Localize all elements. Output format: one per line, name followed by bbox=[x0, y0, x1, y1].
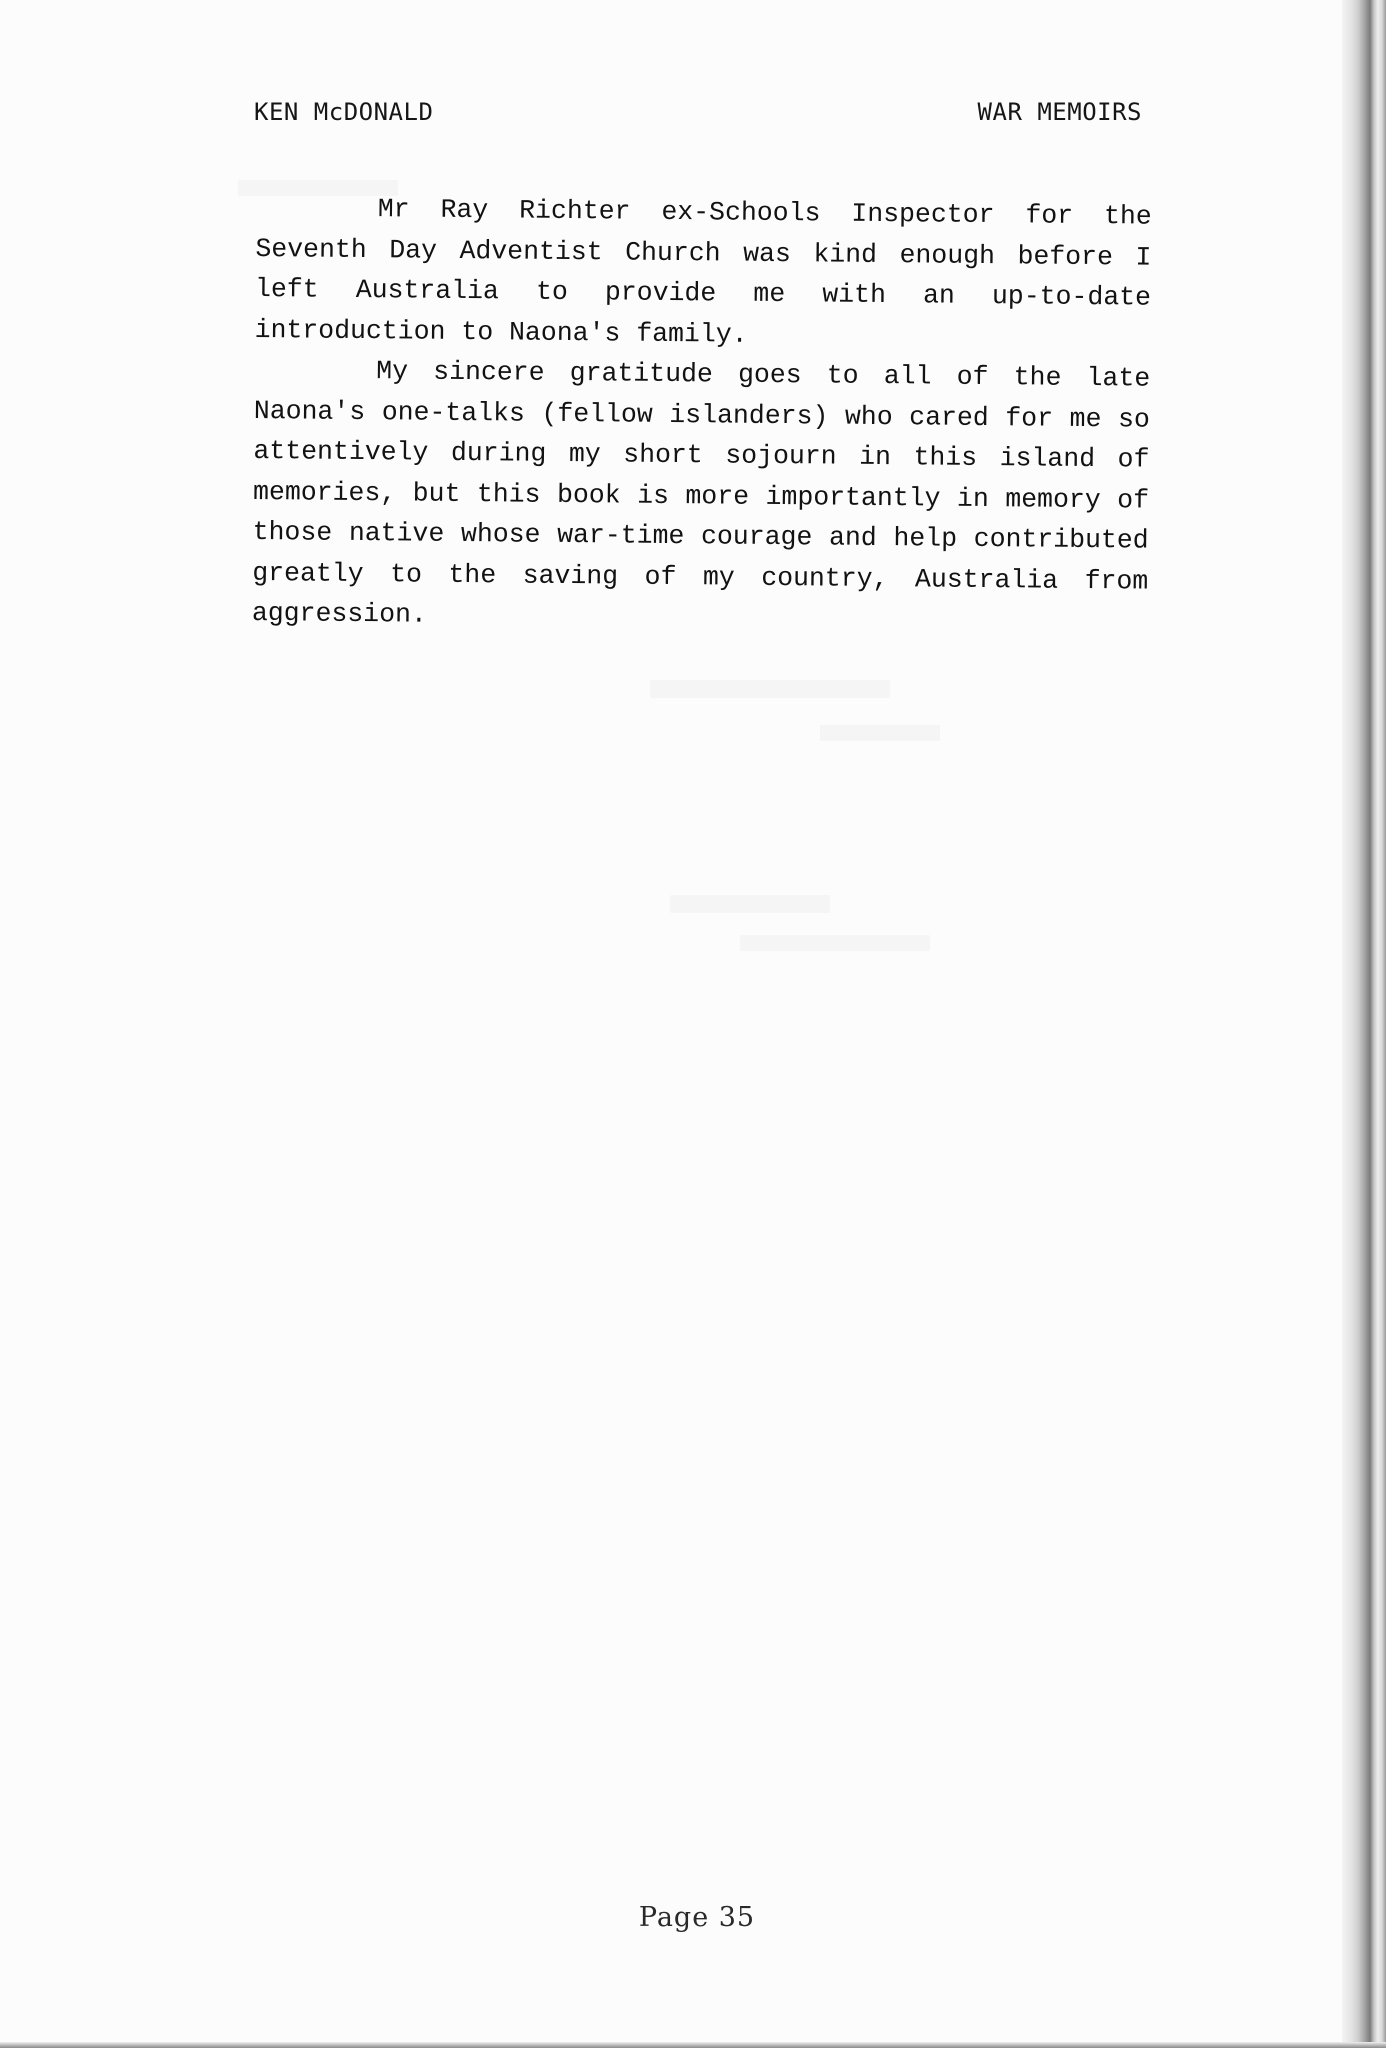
header-author: KEN McDONALD bbox=[254, 98, 434, 126]
page-number: Page 35 bbox=[638, 1902, 756, 1933]
bottom-edge-shadow bbox=[0, 2042, 1386, 2048]
bleed-through-mark bbox=[740, 935, 930, 951]
running-header bbox=[254, 98, 1142, 126]
binding-edge-shadow bbox=[1342, 0, 1386, 2048]
bleed-through-mark bbox=[670, 895, 830, 913]
header-title: WAR MEMOIRS bbox=[977, 98, 1142, 126]
bleed-through-mark bbox=[820, 725, 940, 741]
paragraph: My sincere gratitude goes to all of the late Naona's one-talks (fellow islanders) who cared for me so attentively during my short sojourn in this island of memories, but this book is more importantly in memory of those native whose war-time courage and help contributed greatly to the saving of my country, Australia from aggression. bbox=[251, 356, 1151, 630]
paragraph: Mr Ray Richter ex-Schools Inspector for the Seventh Day Adventist Church was kind enough before I left Australia to provide me with an up-to-date introduction to Naona's family. bbox=[254, 194, 1152, 350]
bleed-through-mark bbox=[650, 680, 890, 698]
body-text bbox=[252, 188, 1152, 642]
